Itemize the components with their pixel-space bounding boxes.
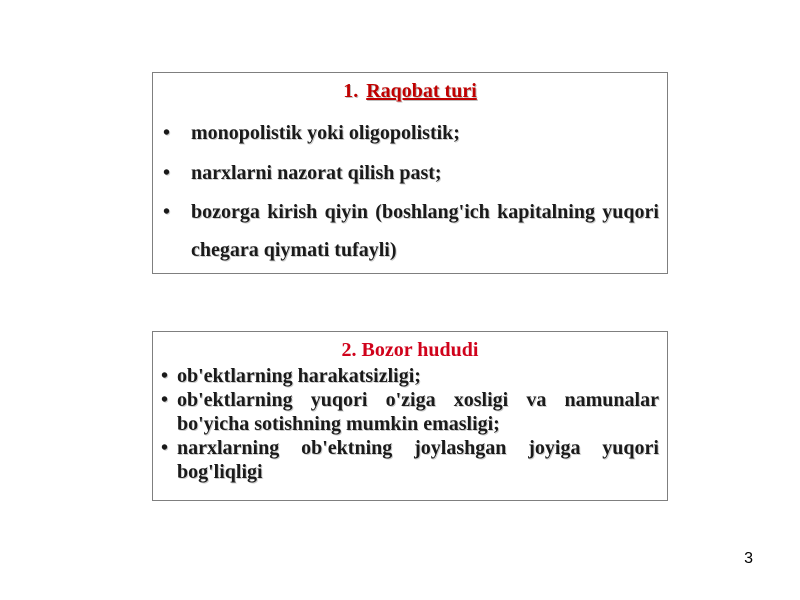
bullet-icon: • <box>161 437 169 459</box>
competition-type-title <box>161 77 659 105</box>
bullet-icon: • <box>161 389 169 411</box>
list-item <box>161 436 659 484</box>
competition-type-box <box>152 72 668 274</box>
list-item-text: ob'ektlarning harakatsizligi; <box>177 365 421 387</box>
market-area-title: 2. Bozor hududi <box>341 339 479 361</box>
page-number: 3 <box>744 550 753 567</box>
bullet-icon: • <box>163 122 171 144</box>
bullet-icon: • <box>163 201 171 223</box>
title-number: 1. <box>343 80 359 102</box>
list-item <box>161 193 659 269</box>
list-item-text: bozorga kirish qiyin (boshlang'ich kapitalning yuqori chegara qiymati tufayli) <box>191 201 659 261</box>
list-item-text: monopolistik yoki oligopolistik; <box>191 122 460 144</box>
competition-type-list <box>161 113 659 269</box>
list-item <box>161 388 659 436</box>
title-text: Raqobat turi <box>366 80 477 102</box>
bullet-icon: • <box>161 365 169 387</box>
list-item <box>161 153 659 193</box>
list-item <box>161 364 659 388</box>
bullet-icon: • <box>163 162 171 184</box>
list-item-text: ob'ektlarning yuqori o'ziga xosligi va namunalar bo'yicha sotishning mumkin emasligi; <box>177 389 659 435</box>
list-item-text: narxlarni nazorat qilish past; <box>191 162 442 184</box>
market-area-box <box>152 331 668 501</box>
market-area-list <box>161 364 659 484</box>
list-item-text: narxlarning ob'ektning joylashgan joyiga yuqori bog'liqligi <box>177 437 659 483</box>
list-item <box>161 113 659 153</box>
